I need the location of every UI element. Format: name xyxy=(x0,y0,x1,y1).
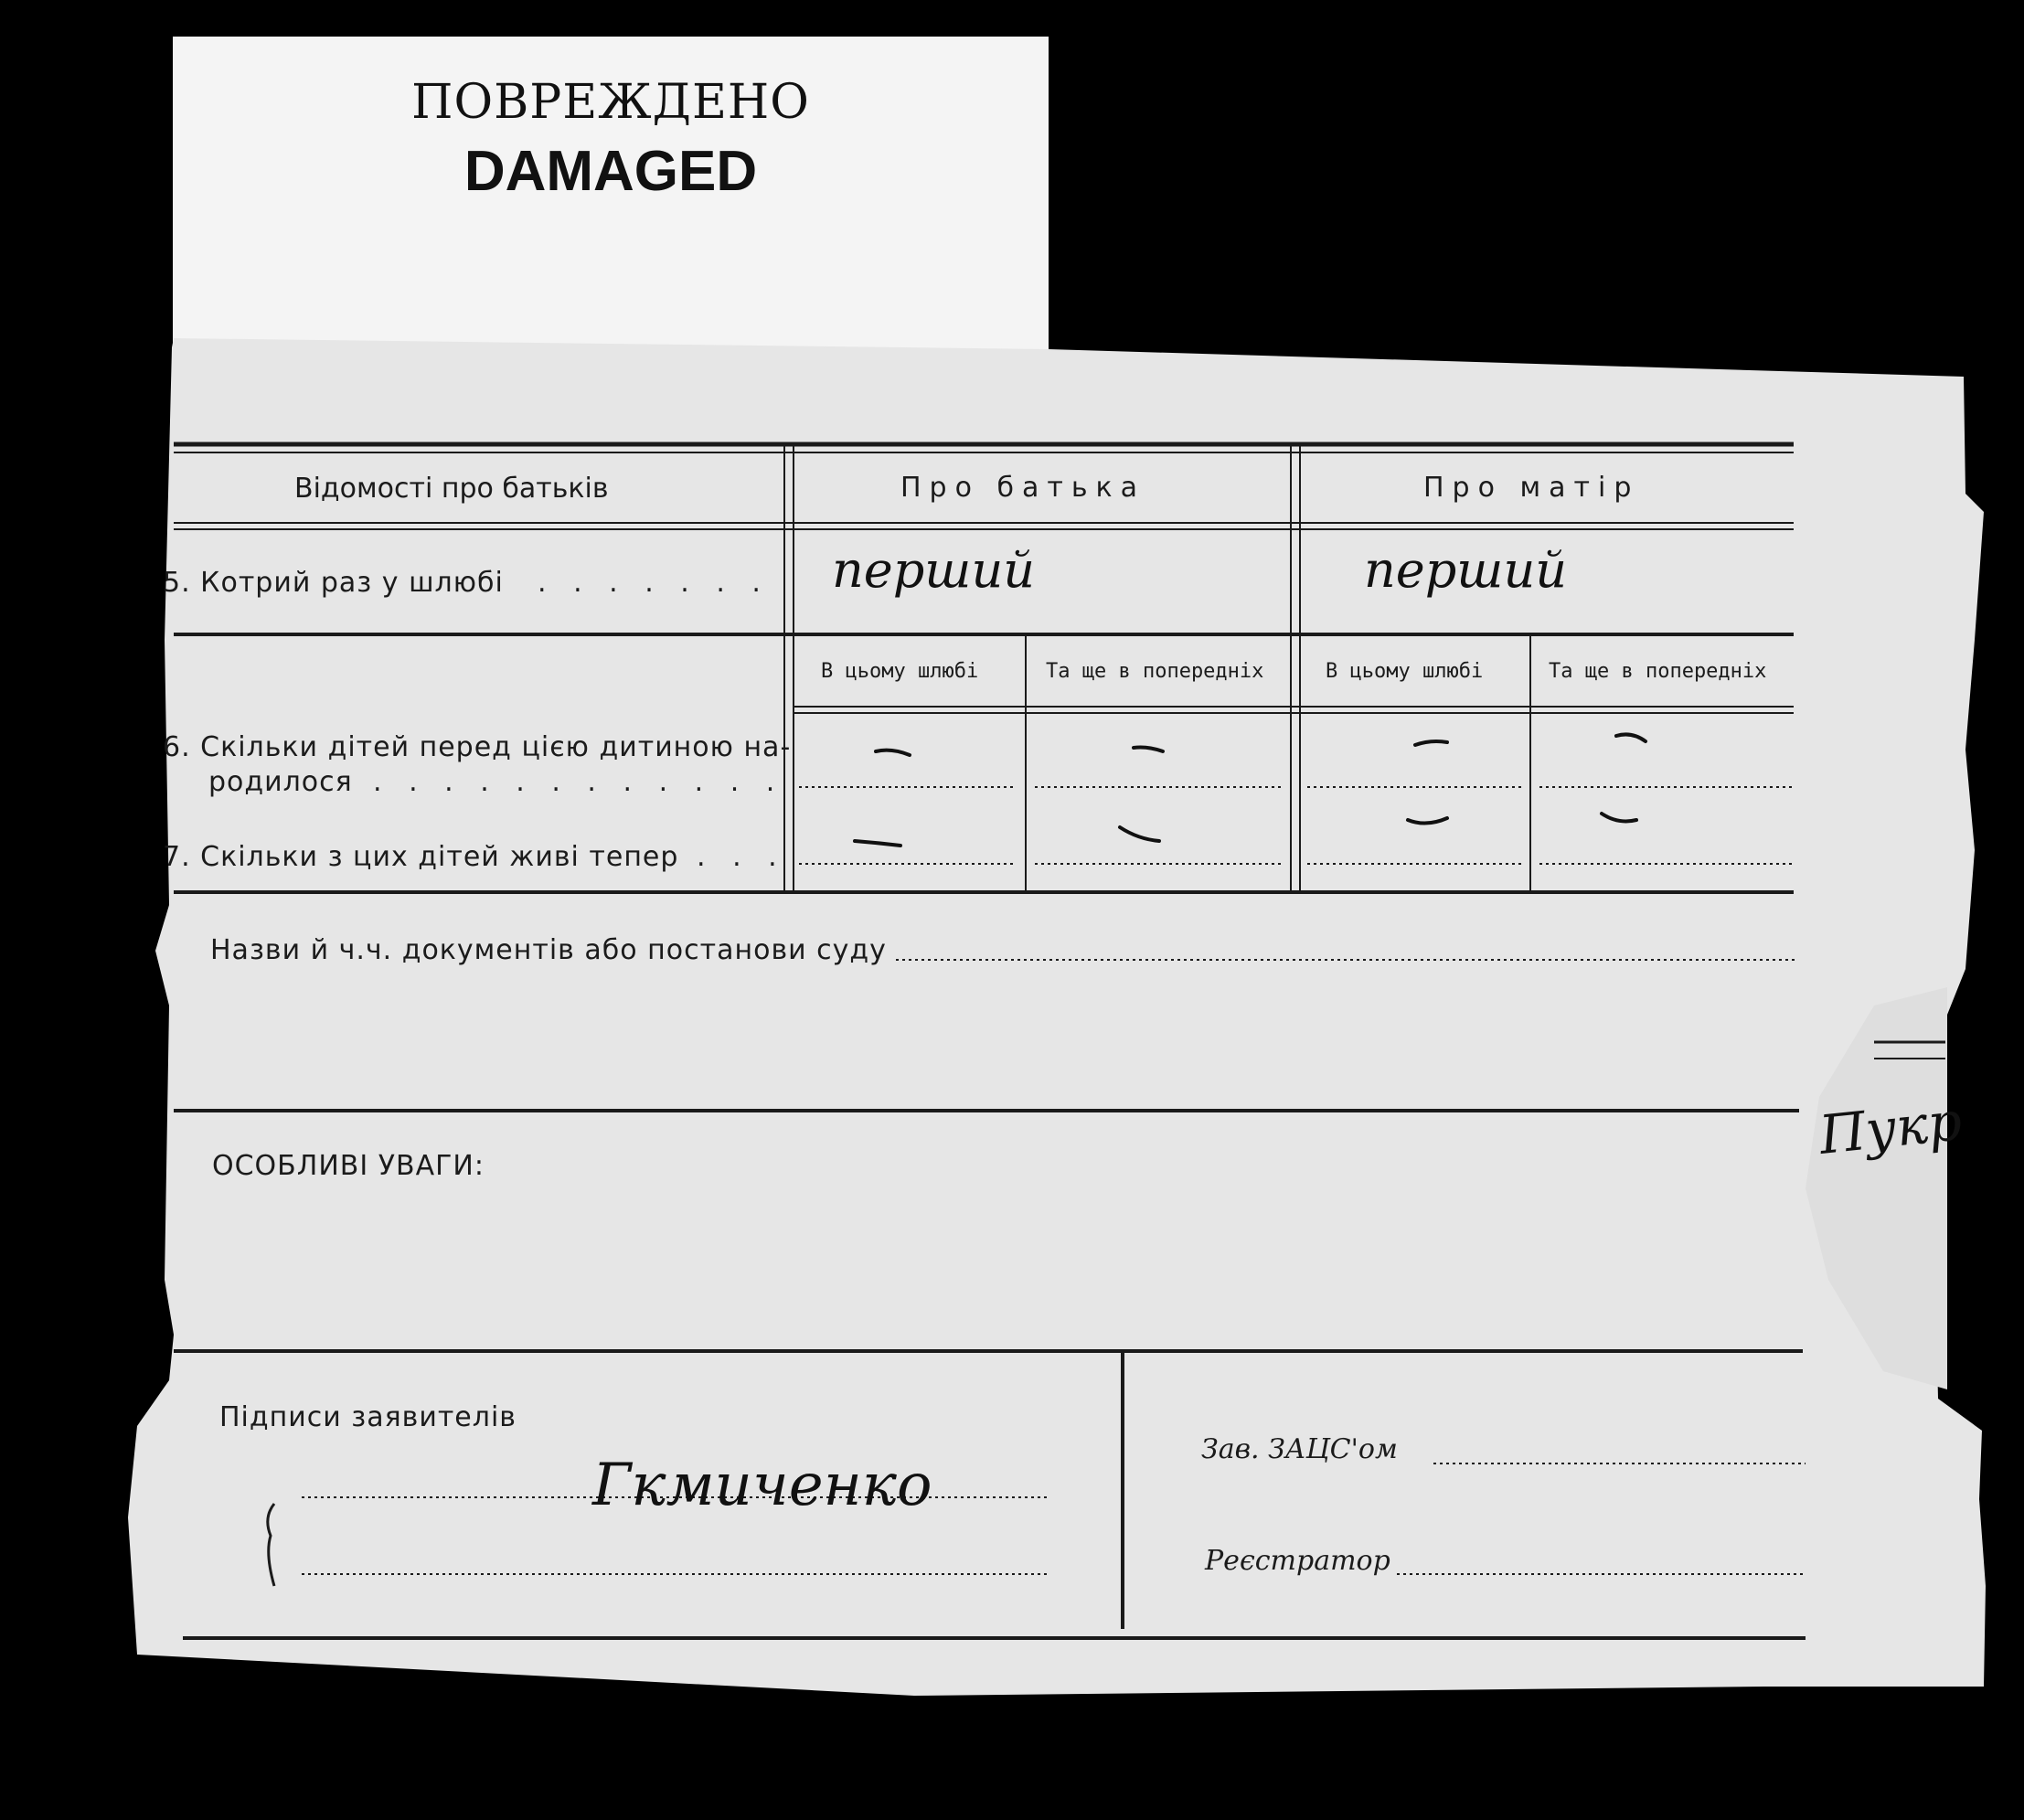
header-info: Відомості про батьків xyxy=(294,473,609,505)
margin-fragment-handwriting: Пукр xyxy=(1816,1090,1965,1166)
sub-this-marriage-mother: В цьому шлюбі xyxy=(1326,660,1484,683)
sub-previous-father: Та ще в попередніх xyxy=(1046,660,1264,683)
row6-label-line1: 6. Скільки дітей перед цією дитиною на- xyxy=(163,731,792,763)
special-notes-label: ОСОБЛИВІ УВАГИ: xyxy=(212,1150,485,1182)
row7-label: 7. Скільки з цих дітей живі тепер xyxy=(163,841,679,873)
head-label: Зав. ЗАЦС'ом xyxy=(1201,1433,1398,1465)
header-father: Про батька xyxy=(900,472,1146,504)
applicant-signature: Гкмиченко xyxy=(592,1452,932,1519)
sub-previous-mother: Та ще в попередніх xyxy=(1549,660,1767,683)
row5-father-value: перший xyxy=(832,541,1036,599)
header-mother: Про матір xyxy=(1423,472,1640,504)
row6-label-line2: родилося xyxy=(208,766,353,798)
row5-label: 5. Котрий раз у шлюбі xyxy=(163,567,504,599)
row5-mother-value: перший xyxy=(1364,541,1568,599)
damaged-label-en: DAMAGED xyxy=(463,140,758,203)
registrar-label: Реєстратор xyxy=(1205,1545,1390,1577)
applicants-label: Підписи заявителів xyxy=(219,1401,517,1433)
row7-dots: . . . xyxy=(697,841,786,873)
row5-dots: . . . . . . . xyxy=(538,567,770,599)
documents-label: Назви й ч.ч. документів або постанови суду xyxy=(210,934,887,966)
sub-this-marriage-father: В цьому шлюбі xyxy=(821,660,979,683)
row6-dots: . . . . . . . . . . . . xyxy=(373,766,784,798)
damaged-label-ua: ПОВРЕЖДЕНО xyxy=(411,75,810,130)
